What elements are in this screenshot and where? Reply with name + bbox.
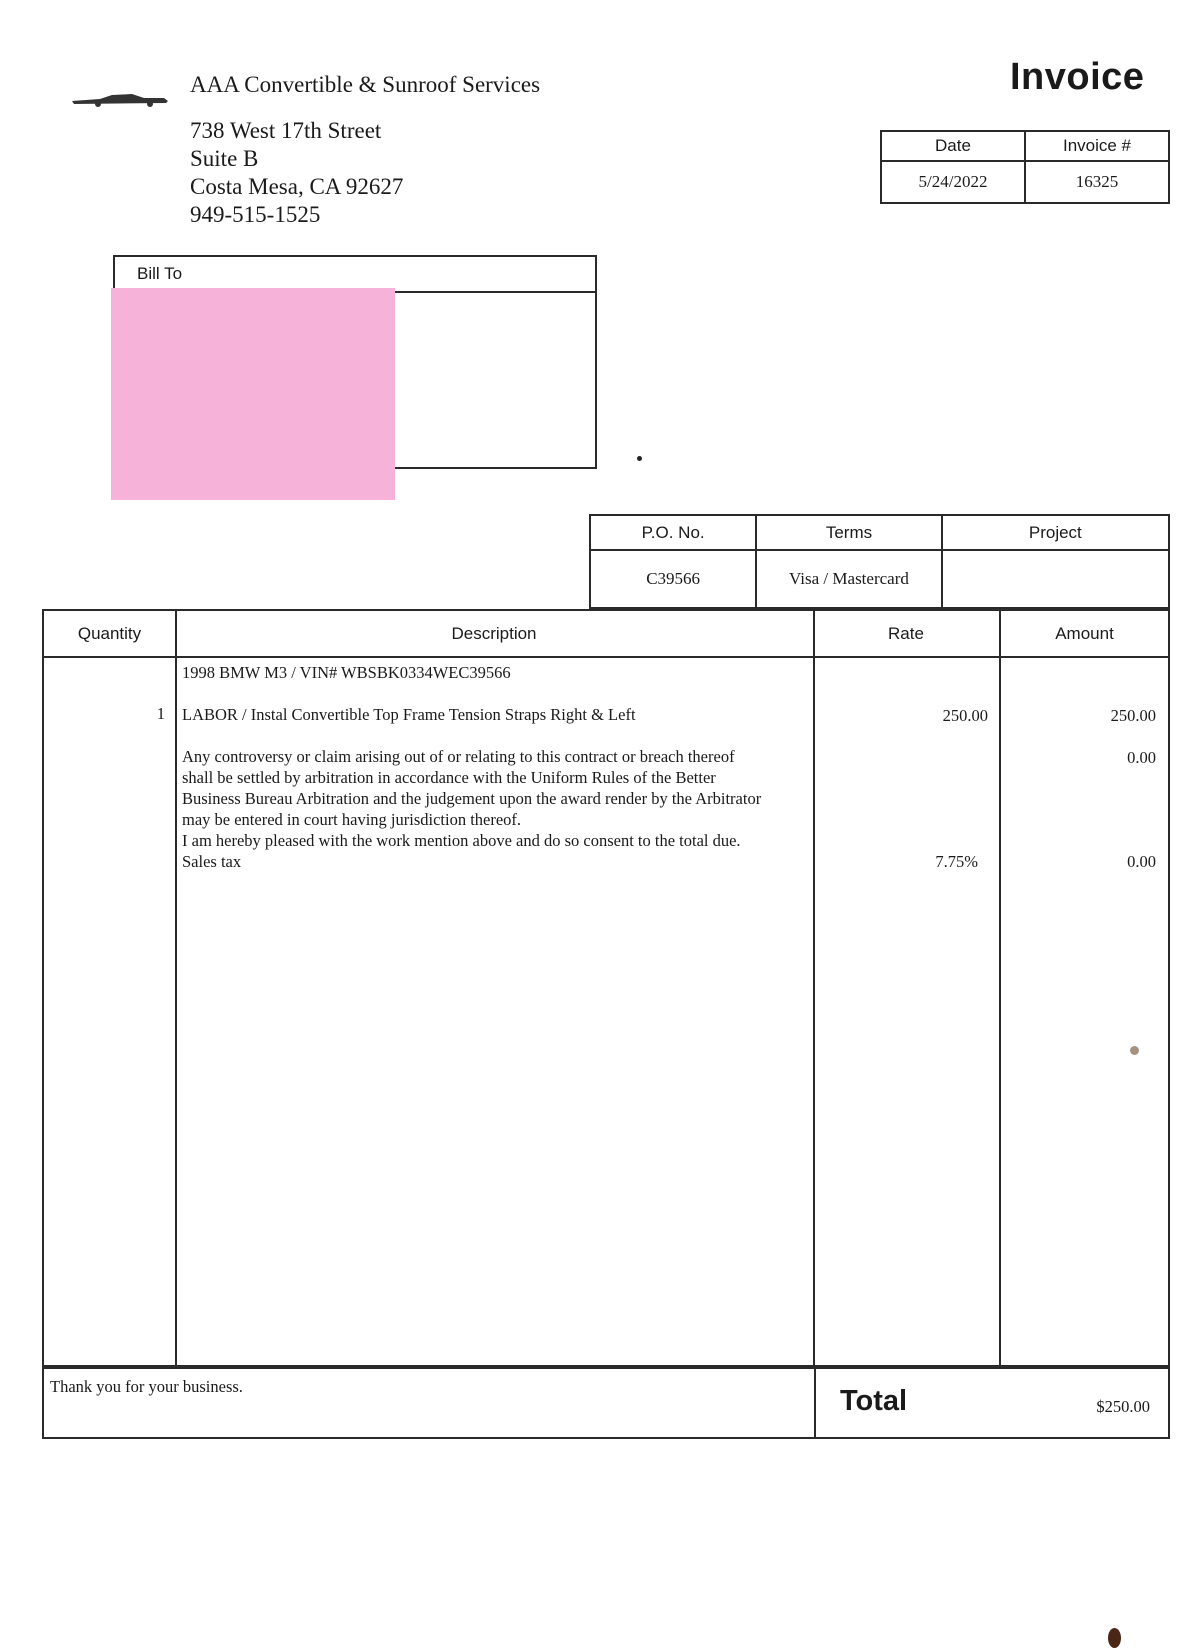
scan-speck: [1130, 1046, 1139, 1055]
order-info-table: [589, 514, 1170, 609]
item-quantity: 1: [156, 704, 165, 723]
footer-divider: [814, 1369, 816, 1437]
company-city-state-zip: Costa Mesa, CA 92627: [190, 174, 404, 199]
project-value: [942, 550, 1169, 608]
company-phone: 949-515-1525: [190, 202, 321, 227]
bill-to-label: Bill To: [115, 257, 595, 293]
invoice-number-label: Invoice #: [1025, 131, 1169, 161]
item-amount: 250.00: [1110, 706, 1156, 725]
date-label: Date: [881, 131, 1025, 161]
scan-speck: [1108, 1628, 1121, 1648]
column-divider: [813, 611, 815, 1365]
sales-tax-rate: 7.75%: [935, 852, 978, 871]
invoice-number: 16325: [1025, 161, 1169, 203]
vehicle-line: 1998 BMW M3 / VIN# WBSBK0334WEC39566: [182, 663, 511, 682]
column-divider: [175, 611, 177, 1365]
item-description: LABOR / Instal Convertible Top Frame Tension Straps Right & Left: [182, 705, 636, 724]
sales-tax-label: Sales tax: [182, 852, 242, 871]
invoice-footer: [42, 1367, 1170, 1439]
company-name: AAA Convertible & Sunroof Services: [190, 72, 541, 97]
rate-header: Rate: [888, 624, 924, 643]
project-label: Project: [942, 515, 1169, 550]
invoice-title: Invoice: [1010, 56, 1145, 98]
po-label: P.O. No.: [590, 515, 756, 550]
total-value: $250.00: [1096, 1397, 1150, 1416]
disclaimer-line: Any controversy or claim arising out of or relating to this contract or breach thereof: [182, 747, 735, 766]
date-invoice-table: [880, 130, 1170, 204]
company-address-line1: 738 West 17th Street: [190, 118, 382, 143]
invoice-date: 5/24/2022: [881, 161, 1025, 203]
po-number: C39566: [590, 550, 756, 608]
amount-header: Amount: [1055, 624, 1114, 643]
disclaimer-line: may be entered in court having jurisdiction thereof.: [182, 810, 522, 829]
disclaimer-line: Business Bureau Arbitration and the judgement upon the award render by the Arbitrator: [182, 789, 762, 808]
company-address-line2: Suite B: [190, 146, 259, 171]
item-rate: 250.00: [942, 706, 988, 725]
line-items-table: [42, 609, 1170, 1367]
thank-you-note: Thank you for your business.: [50, 1377, 243, 1396]
column-divider: [999, 611, 1001, 1365]
terms-value: Visa / Mastercard: [756, 550, 941, 608]
scan-speck: [637, 456, 642, 461]
car-silhouette-icon: [70, 86, 170, 108]
disclaimer-line: I am hereby pleased with the work mention above and do so consent to the total due.: [182, 831, 741, 850]
quantity-header: Quantity: [77, 624, 142, 643]
description-header: Description: [451, 624, 537, 643]
redaction-block: [111, 288, 395, 500]
disclaimer-amount: 0.00: [1127, 748, 1156, 767]
disclaimer-line: shall be settled by arbitration in accordance with the Uniform Rules of the Better: [182, 768, 716, 787]
terms-label: Terms: [756, 515, 941, 550]
sales-tax-amount: 0.00: [1127, 852, 1156, 871]
total-label: Total: [840, 1385, 908, 1417]
